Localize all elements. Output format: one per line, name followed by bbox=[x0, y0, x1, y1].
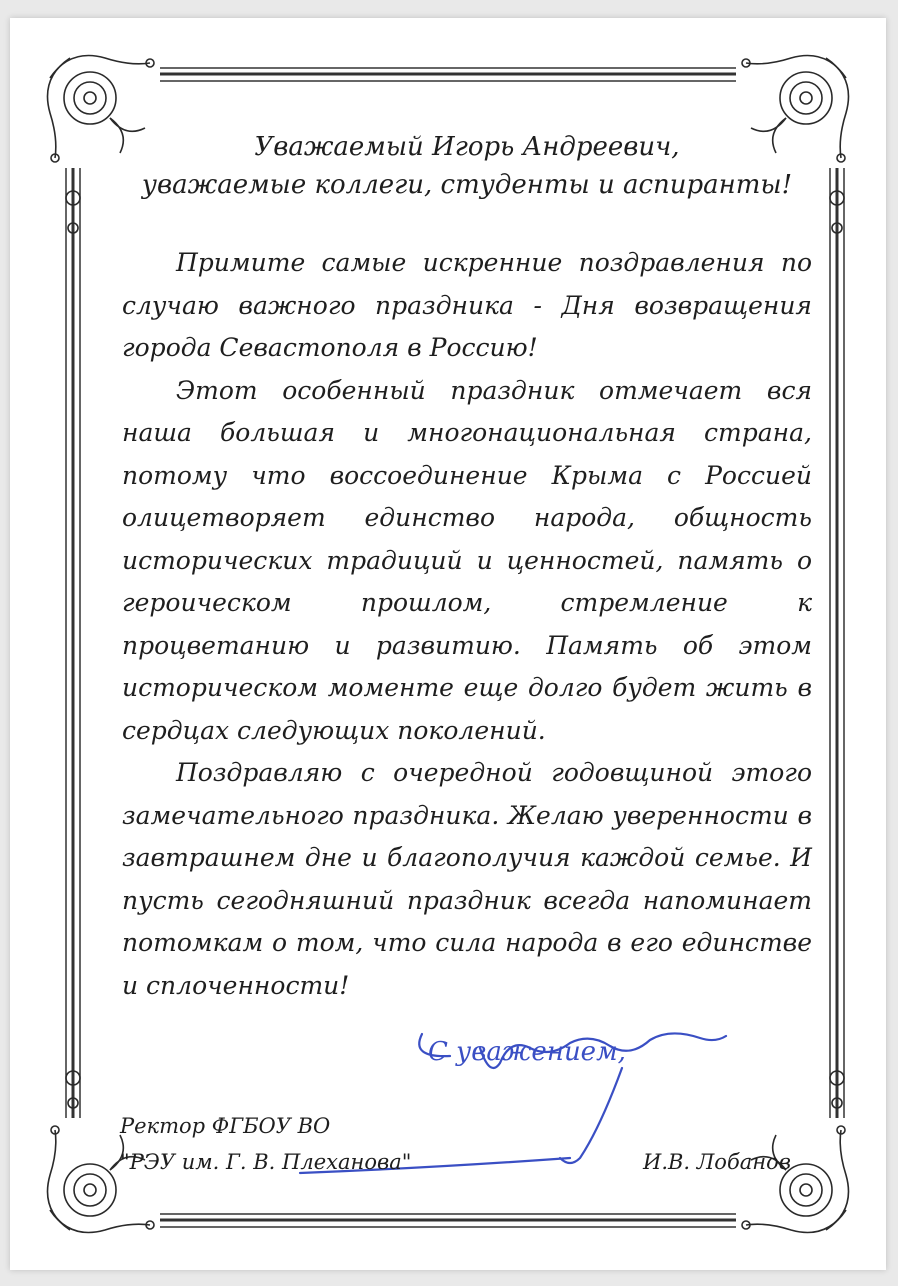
signatory-position bbox=[120, 1108, 411, 1180]
greeting-line-1: Уважаемый Игорь Андреевич, bbox=[254, 132, 680, 162]
paragraph-1: Примите самые искренние поздравления по случаю важного праздника - Дня возвращения города Севастополя в Россию! bbox=[122, 248, 812, 362]
greeting-line-2: уважаемые коллеги, студенты и аспиранты! bbox=[141, 170, 793, 200]
paragraph-2: Этот особенный праздник отмечает вся наша большая и многонациональная страна, потому что воссоединение Крыма с Россией олицетворяет единство народа, общность исторических традиций и ценностей, память о героическом прошлом, стремление к процветанию и развитию. Память об этом историческом моменте еще долго будет жить в сердцах следующих поколений. bbox=[122, 375, 812, 745]
letter-content bbox=[122, 128, 812, 1007]
signatory-name: И.В. Лобанов bbox=[643, 1150, 791, 1174]
letter-sheet bbox=[10, 18, 886, 1270]
handwritten-note: С уважением, bbox=[428, 1037, 626, 1067]
letter-body bbox=[122, 242, 812, 1007]
position-line-1: Ректор ФГБОУ ВО bbox=[120, 1114, 331, 1138]
paragraph-3: Поздравляю с очередной годовщиной этого замечательного праздника. Желаю уверенности в завтрашнем дне и благополучия каждой семье. И пусть сегодняшний праздник всегда напоминает потомкам о том, что сила народа в его единстве и сплоченности! bbox=[122, 758, 812, 1000]
greeting bbox=[122, 128, 812, 204]
position-line-2: "РЭУ им. Г. В. Плеханова" bbox=[120, 1150, 412, 1174]
